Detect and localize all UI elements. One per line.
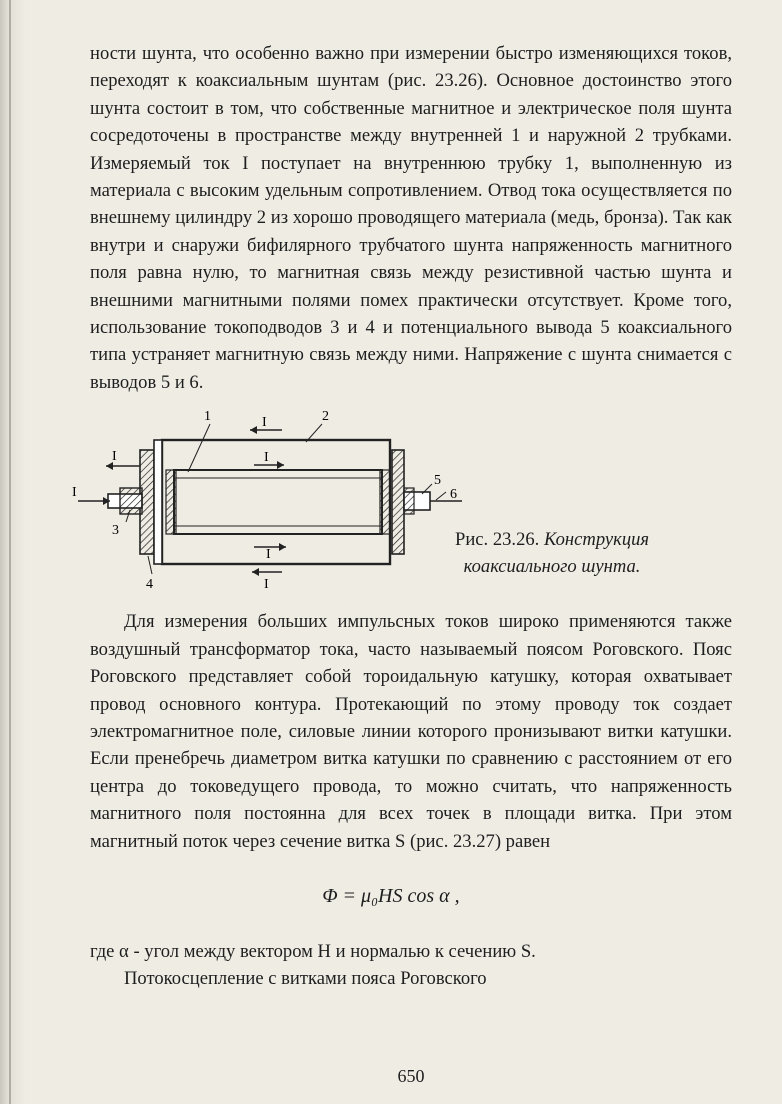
label-1: 1 [204,409,211,425]
current-label-bottom: I [264,577,269,593]
label-5: 5 [434,473,441,489]
caption-prefix: Рис. 23.26. [455,529,540,551]
coaxial-shunt-diagram [70,408,490,608]
current-label-input: I [72,485,77,501]
current-label-output: I [112,449,117,465]
figure-caption [455,526,649,580]
page-number: 650 [397,1066,425,1086]
paragraph-rogowski-coil: Для измерения больших импульсных токов широко применяются также воздушный трансформатор тока, часто называемый поясом Роговского. Пояс Роговского представляет собой тороидальную катушку, которая охватывает провод основного контура. Протекающий по этому проводу ток создает электромагнитное поле, силовые линии которого пронизывают витки катушки. Если пренебречь диаметром витка катушки по сравнению с расстоянием от его центра до токоведущего провода, то можно считать, что напряженность магнитного поля постоянна для всех точек в площади витка. При этом магнитный поток через сечение витка S (рис. 23.27) равен [90,611,732,852]
label-4: 4 [146,577,153,593]
outer-tube-2 [162,440,390,564]
page-content [72,40,732,1086]
current-label-inner-top: I [264,450,269,466]
end-cap-right [392,450,404,554]
current-label-inner-bottom: I [266,547,271,563]
scan-binding-edge [0,0,26,1104]
figure-coaxial-shunt [72,408,732,608]
inner-tube-1 [174,470,382,534]
label-2: 2 [322,409,329,425]
line-where: где α - угол между вектором H и нормалью к сечению S. [90,940,536,962]
formula-magnetic-flux: Φ = μ₀HS cos α , [322,884,460,907]
current-label-top: I [262,415,267,431]
paragraph-coaxial-shunt: ности шунта, что особенно важно при измерении быстро изменяющихся токов, переходят к коаксиальным шунтам (рис. 23.26). Основное достоинство этого шунта состоит в том, что собственные магнитное и электрическое поля шунта сосредоточены в пространстве между внутренней 1 и наружной 2 трубками. Измеряемый ток I поступает на внутреннюю трубку 1, выполненную из материала с высоким удельным сопротивлением. Отвод тока осуществляется по внешнему цилиндру 2 из хорошо проводящего материала (медь, бронза). Так как внутри и снаружи бифилярного трубчатого шунта напряженность магнитного поля равна нулю, то магнитная связь между резистивной частью шунта и внешними магнитными полями помех практически отсутствует. Кроме того, использование токоподводов 3 и 4 и потенциального вывода 5 коаксиального типа устраняет магнитную связь между ними. Напряжение с шунта снимается с выводов 5 и 6. [90,43,732,393]
caption-title-line1: Конструкция [543,529,650,551]
label-6: 6 [450,487,457,503]
line-flux-linkage: Потокосцепление с витками пояса Роговского [124,968,487,990]
label-3: 3 [112,523,119,539]
caption-title-line2: коаксиального шунта. [463,556,641,578]
